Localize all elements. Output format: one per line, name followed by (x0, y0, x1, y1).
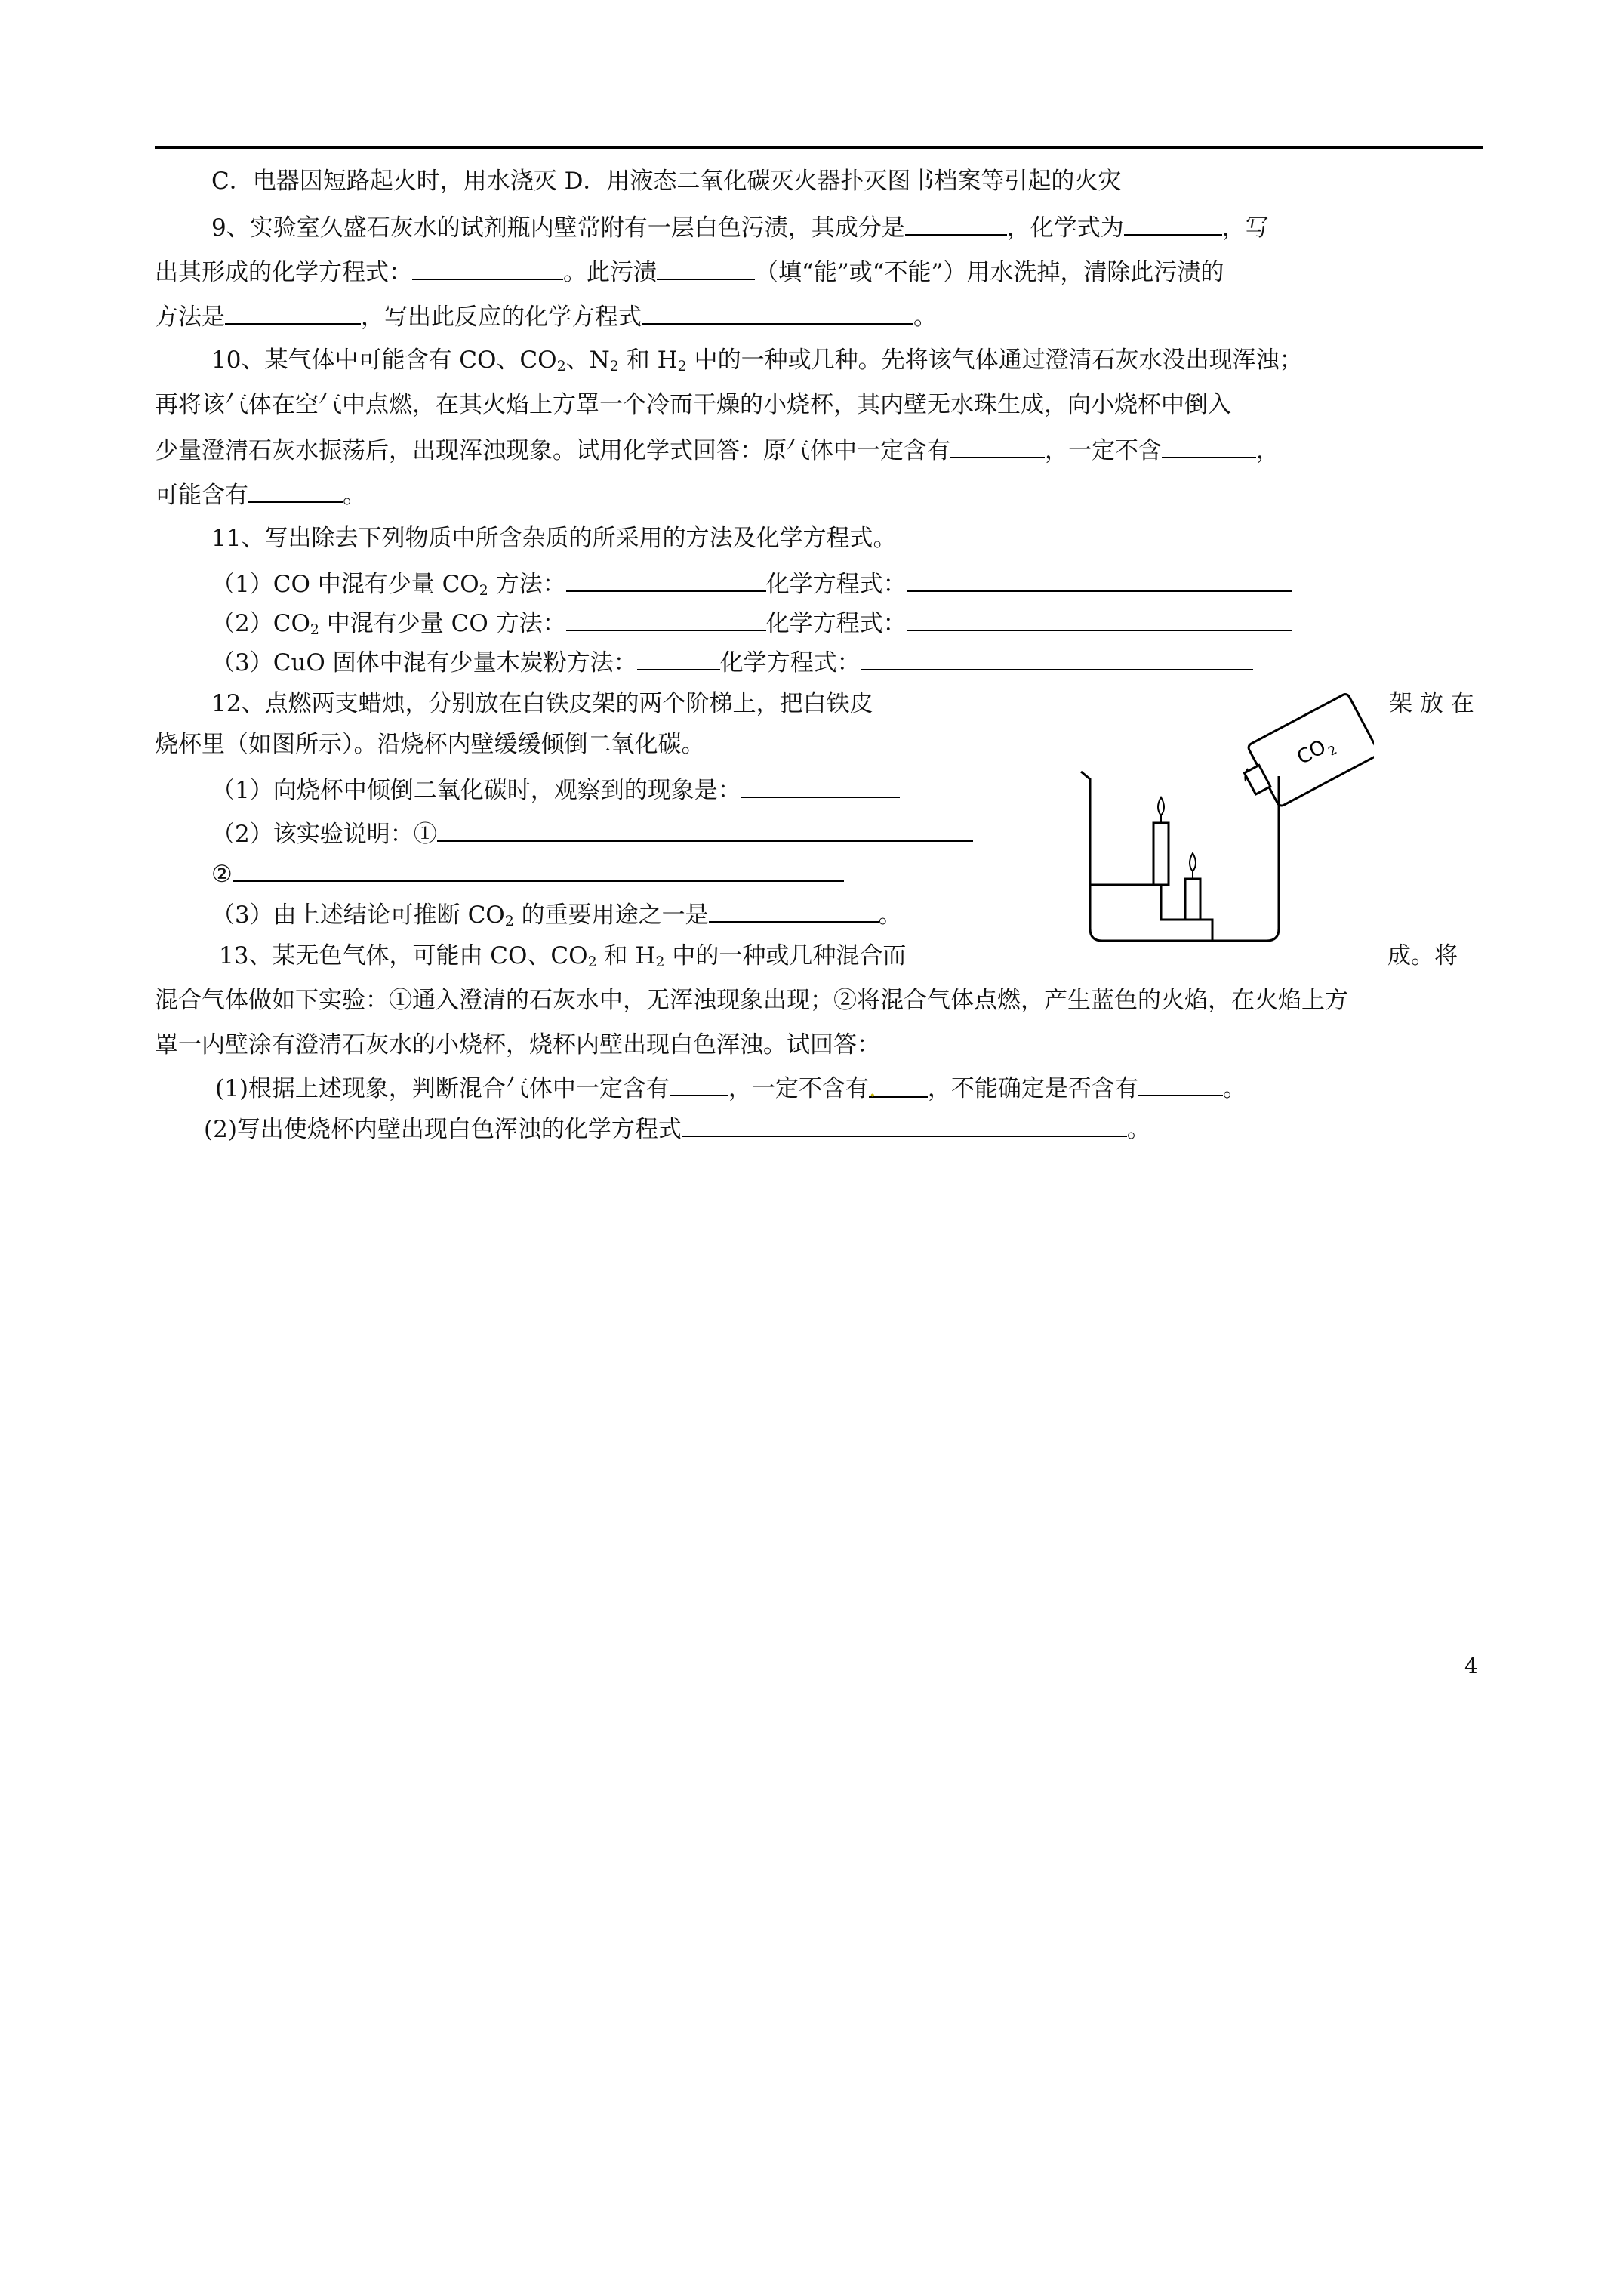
answer-blank[interactable] (412, 256, 563, 280)
page-number: 4 (1464, 1653, 1478, 1678)
q13-sub-2: (2)写出使烧杯内壁出现白色浑浊的化学方程式 。 (204, 1113, 1150, 1145)
answer-blank[interactable] (1138, 1072, 1223, 1096)
beaker (1081, 772, 1279, 941)
q11-title: 11、写出除去下列物质中所含杂质的所采用的方法及化学方程式。 (211, 525, 897, 552)
answer-blank[interactable] (637, 646, 720, 670)
answer-blank[interactable] (682, 1113, 1127, 1137)
answer-blank[interactable] (709, 898, 879, 923)
answer-blank[interactable] (225, 300, 361, 325)
co2-label: CO (1293, 735, 1330, 770)
q12-sub-3: （3）由上述结论可推断 $CO_2$ 的重要用途之一是 。 (211, 898, 902, 930)
lower-candle (1185, 879, 1200, 920)
q10-line-2: 再将该气体在空气中点燃，在其火焰上方罩一个冷而干燥的小烧杯，其内壁无水珠生成，向小烧杯中倒入 (155, 391, 1231, 418)
answer-blank[interactable] (741, 774, 900, 798)
answer-blank[interactable] (861, 646, 1253, 670)
co2-bottle (1233, 692, 1374, 814)
q12-line-1: 12、点燃两支蜡烛，分别放在白铁皮架的两个阶梯上，把白铁皮 (211, 690, 873, 717)
answer-blank[interactable] (1124, 211, 1222, 236)
upper-candle (1153, 823, 1169, 885)
lower-flame (1190, 853, 1196, 871)
q12-line-1-end: 架 放 在 (1389, 690, 1474, 717)
q13-line-3: 罩一内壁涂有澄清石灰水的小烧杯，烧杯内壁出现白色浑浊。试回答： (155, 1031, 880, 1059)
q13-line-1-end: 成。将 (1387, 942, 1458, 969)
answer-blank[interactable] (233, 858, 844, 882)
answer-blank[interactable] (657, 256, 755, 280)
co2-label-sub: 2 (1326, 742, 1340, 759)
q9-line-3: 方法是 ，写出此反应的化学方程式 。 (155, 300, 937, 332)
q13-line-2: 混合气体做如下实验：①通入澄清的石灰水中，无浑浊现象出现；②将混合气体点燃，产生蓝色的火焰，在火焰上方 (155, 987, 1348, 1014)
answer-blank[interactable] (905, 211, 1007, 236)
answer-blank[interactable] (248, 479, 343, 503)
q10-line-4: 可能含有 。 (155, 479, 366, 510)
option-c-d-line: C．电器因短路起火时，用水浇灭 D．用液态二氧化碳灭火器扑灭图书档案等引起的火灾 (211, 168, 1122, 195)
answer-blank[interactable] (566, 568, 766, 592)
upper-flame (1158, 797, 1164, 815)
q13-line-1: 13、某无色气体，可能由 CO、$CO_2$ 和 $H_2$ 中的一种或几种混合而 (219, 942, 907, 970)
q12-sub-1: （1）向烧杯中倾倒二氧化碳时，观察到的现象是： (211, 774, 900, 806)
q9-line-1: 9、实验室久盛石灰水的试剂瓶内壁常附有一层白色污渍，其成分是 ，化学式为 ，写 (211, 211, 1269, 243)
answer-blank[interactable] (437, 818, 973, 842)
q12-sub-2b: ② (211, 858, 844, 889)
q12-line-2: 烧杯里（如图所示）。沿烧杯内壁缓缓倾倒二氧化碳。 (155, 731, 705, 758)
q11-item-1: （1）CO 中混有少量 $CO_2$ 方法： 化学方程式： (211, 568, 1292, 599)
answer-blank[interactable] (642, 300, 913, 325)
answer-blank[interactable] (566, 607, 766, 631)
q13-sub-1: (1)根据上述现象，判断混合气体中一定含有 ，一定不含有. ，不能确定是否含有 。 (215, 1072, 1246, 1104)
q11-item-2: $(2)CO_2$ 中混有少量 CO 方法： 化学方程式： (211, 607, 1292, 639)
beaker-candle-figure (1072, 680, 1374, 951)
answer-blank[interactable] (907, 607, 1292, 631)
q10-line-1: 10、某气体中可能含有 CO、$CO_2$、$N_2$ 和 $H_2$ 中的一种或几种。先将该气体通过澄清石灰水没出现浑浊； (211, 347, 1303, 374)
q11-item-3: （3）CuO 固体中混有少量木炭粉方法： 化学方程式： (211, 646, 1253, 678)
answer-blank[interactable] (907, 568, 1292, 592)
answer-blank[interactable]: . (869, 1074, 928, 1098)
answer-blank[interactable] (1162, 434, 1256, 458)
answer-blank[interactable] (670, 1072, 728, 1096)
answer-blank[interactable] (950, 434, 1045, 458)
q9-line-2: 出其形成的化学方程式： 。此污渍 （填“能”或“不能”）用水洗掉，清除此污渍的 (155, 256, 1224, 288)
q12-sub-2: （2）该实验说明：① (211, 818, 973, 849)
header-rule (155, 146, 1483, 149)
q10-line-3: 少量澄清石灰水振荡后，出现浑浊现象。试用化学式回答：原气体中一定含有 ，一定不含 ， (155, 434, 1280, 466)
